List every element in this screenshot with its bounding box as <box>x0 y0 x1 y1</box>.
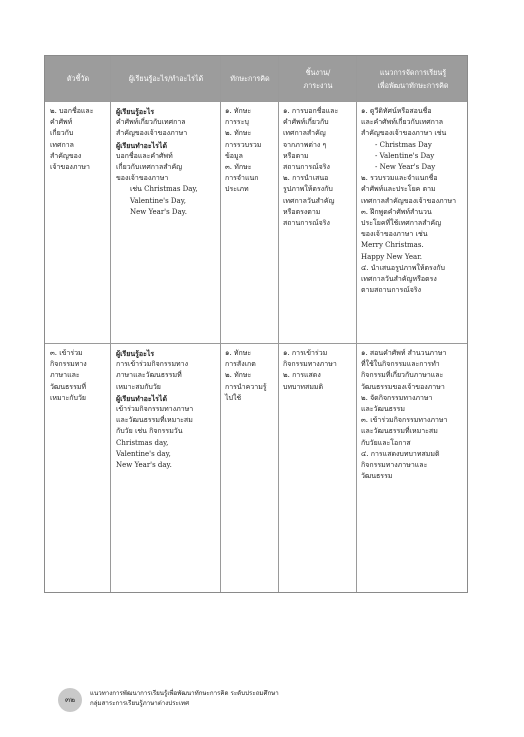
cell-line: ๑. การเข้าร่วม <box>283 349 328 357</box>
cell-line: เทศกาลสำคัญของเจ้าของภาษา <box>361 196 457 205</box>
cell-line: Valentine's Day, <box>130 196 186 205</box>
cell-line: วัฒนธรรมที่ <box>50 382 87 391</box>
curriculum-table <box>44 55 468 593</box>
cell-line: ผู้เรียนทำอะไรได้ <box>116 393 167 403</box>
cell-line: การรวบรวม <box>225 140 262 149</box>
cell-line: และวัฒนธรรมที่เหมาะสม <box>361 427 438 436</box>
cell-line: กิจกรรมทางภาษาและ <box>361 461 428 470</box>
cell-line: รูปภาพให้ตรงกับ <box>283 185 333 194</box>
column-divider <box>220 56 221 592</box>
cell-line: เหมาะกับวัย <box>50 393 87 402</box>
header-approach <box>357 56 469 101</box>
header-tasks <box>279 56 357 101</box>
cell-line: ๒. การแสดง <box>283 371 321 380</box>
cell-line: เหมาะสมกับวัย <box>116 382 161 391</box>
row1-indicator <box>50 106 108 173</box>
header-indicator <box>45 56 111 101</box>
cell-line: ที่ใช้ในกิจกรรมและการทำ <box>361 360 440 369</box>
row-divider <box>45 101 467 102</box>
cell-line: สำคัญของเจ้าของภาษา เช่น <box>361 129 447 138</box>
cell-line: ประเภท <box>225 185 249 194</box>
cell-line: ๔. การแสดงบทบาทสมมติ <box>361 449 440 458</box>
cell-line: ๓. เข้าร่วมกิจกรรมทางภาษา <box>361 416 448 425</box>
cell-line: เทศกาลวันสำคัญ <box>283 196 335 205</box>
row2-skills <box>225 348 277 404</box>
page-number: ๓๒ <box>58 688 82 712</box>
cell-line: เกี่ยวกับเทศกาลสำคัญ <box>116 163 183 172</box>
cell-line: ๑. ทักษะ <box>225 349 252 357</box>
row1-approach <box>361 106 467 296</box>
row2-tasks <box>283 348 355 393</box>
cell-line: กิจกรรมทาง <box>50 360 87 369</box>
column-divider <box>110 56 111 592</box>
cell-line: บอกชื่อและคำศัพท์ <box>116 151 173 160</box>
cell-line: ผู้เรียนรู้อะไร <box>116 349 155 358</box>
cell-line: จากภาพต่าง ๆ <box>283 140 327 149</box>
cell-line: วัฒนธรรมของเจ้าของภาษา <box>361 382 445 391</box>
column-divider <box>278 56 279 592</box>
row2-indicator <box>50 348 108 404</box>
cell-line: เข้าร่วมกิจกรรมทางภาษา <box>116 405 194 414</box>
cell-line: การจำแนก <box>225 174 259 183</box>
cell-line: กิจกรรมที่เกี่ยวกับภาษาและ <box>361 371 444 380</box>
cell-line: ๒. ทักษะ <box>225 129 252 138</box>
cell-line: เทศกาลสำคัญ <box>283 129 326 138</box>
cell-line: ๒. ทักษะ <box>225 371 252 380</box>
cell-line: สำคัญของเจ้าของภาษา <box>116 129 188 138</box>
cell-line: และวัฒนธรรมที่เหมาะสม <box>116 416 193 425</box>
cell-line: บทบาทสมมติ <box>283 382 324 391</box>
cell-line: กับวัยและโอกาส <box>361 438 411 447</box>
cell-line: ๓. ทักษะ <box>225 163 252 172</box>
cell-line: ของเจ้าของภาษา เช่น <box>361 230 428 239</box>
cell-line: เกี่ยวกับ <box>50 129 74 138</box>
cell-line: หรือตรงตาม <box>283 207 321 216</box>
page-footer <box>58 686 478 716</box>
footer-line-2: กลุ่มสาระการเรียนรู้ภาษาต่างประเทศ <box>90 700 189 707</box>
cell-line: ผู้เรียนรู้อะไร <box>116 107 155 116</box>
cell-line: ๑. สอนคำศัพท์ สำนวนภาษา <box>361 349 447 357</box>
cell-line: ๑. ทักษะ <box>225 107 252 115</box>
cell-line: เจ้าของภาษา <box>50 163 90 172</box>
cell-line: ๒. รวบรวมและจำแนกชื่อ <box>361 174 438 183</box>
row1-learn <box>116 106 218 218</box>
cell-line: Christmas day, <box>116 438 169 447</box>
cell-line: ๑. ดูวีดิทัศน์หรือสอนชื่อ <box>361 107 432 115</box>
cell-line: การสังเกต <box>225 360 256 369</box>
row1-tasks <box>283 106 355 229</box>
cell-line: ประโยคที่ใช้เทศกาลสำคัญ <box>361 219 442 228</box>
cell-line: การระบุ <box>225 118 249 127</box>
cell-line: คำศัพท์ <box>50 118 73 127</box>
footer-text <box>90 689 279 709</box>
footer-line-1: แนวทางการพัฒนาการเรียนรู้เพื่อพัฒนาทักษะการคิด ระดับประถมศึกษา <box>90 690 279 697</box>
row-divider <box>45 343 467 344</box>
cell-line: ๒. จัดกิจกรรมทางภาษา <box>361 393 433 402</box>
cell-line: ๑. การบอกชื่อและ <box>283 107 339 115</box>
header-skills <box>221 56 279 101</box>
column-divider <box>356 56 357 592</box>
cell-line: เทศกาลวันสำคัญหรือตรง <box>361 275 437 284</box>
cell-line: คำศัพท์เกี่ยวกับ <box>283 118 329 127</box>
cell-line: คำศัพท์เกี่ยวกับเทศกาล <box>116 118 186 127</box>
row2-learn <box>116 348 218 471</box>
cell-line: สถานการณ์จริง <box>283 163 330 172</box>
header-tasks-text: ชิ้นงาน/ ภาระงาน <box>303 67 333 90</box>
cell-line: และวัฒนธรรม <box>361 405 406 414</box>
cell-line: ภาษาและ <box>50 371 80 380</box>
cell-line: ข้อมูล <box>225 151 243 160</box>
cell-line: ๓. ฝึกพูดคำศัพท์สำนวน <box>361 207 432 216</box>
header-learn <box>111 56 221 101</box>
cell-line: ๔. นำเสนอรูปภาพให้ตรงกับ <box>361 263 445 272</box>
cell-line: ไปใช้ <box>225 393 242 402</box>
cell-line: ภาษาและวัฒนธรรมที่ <box>116 371 182 380</box>
cell-line: คำศัพท์และประโยค ตาม <box>361 185 436 194</box>
cell-line: และคำศัพท์เกี่ยวกับเทศกาล <box>361 118 444 127</box>
cell-line: เช่น Christmas Day, <box>130 185 198 194</box>
cell-line: กิจกรรมทางภาษา <box>283 360 337 369</box>
cell-line: เทศกาล <box>50 140 74 149</box>
cell-line: ของเจ้าของภาษา <box>116 174 169 183</box>
cell-line: ๓. เข้าร่วม <box>50 349 83 357</box>
cell-line: - Valentine's Day <box>375 151 435 160</box>
cell-line: ๒. การนำเสนอ <box>283 174 329 183</box>
cell-line: สถานการณ์จริง <box>283 219 330 228</box>
cell-line: - New Year's Day <box>375 163 436 172</box>
cell-line: การนำความรู้ <box>225 382 267 391</box>
cell-line: สำคัญของ <box>50 151 82 160</box>
cell-line: ผู้เรียนทำอะไรได้ <box>116 140 167 150</box>
cell-line: Happy New Year. <box>361 252 423 261</box>
header-indicator-text: ตัวชี้วัด <box>66 74 90 83</box>
header-approach-text: แนวการจัดการเรียนรู้ เพื่อพัฒนาทักษะการคิด <box>377 67 449 90</box>
cell-line: New Year's day. <box>116 461 172 470</box>
cell-line: การเข้าร่วมกิจกรรมทาง <box>116 360 189 369</box>
cell-line: กับวัย เช่น กิจกรรมวัน <box>116 427 183 436</box>
header-learn-text: ผู้เรียนรู้อะไร/ทำอะไรได้ <box>128 74 204 83</box>
cell-line: ๒. บอกชื่อและ <box>50 107 94 115</box>
row2-approach <box>361 348 467 482</box>
cell-line: หรือตาม <box>283 151 309 160</box>
header-skills-text: ทักษะการคิด <box>230 74 270 83</box>
cell-line: ตามสถานการณ์จริง <box>361 286 422 295</box>
cell-line: Valentine's day, <box>116 449 171 458</box>
cell-line: New Year's Day. <box>130 207 187 216</box>
cell-line: วัฒนธรรม <box>361 472 393 481</box>
cell-line: - Christmas Day <box>375 140 432 149</box>
cell-line: Merry Christmas. <box>361 241 424 250</box>
row1-skills <box>225 106 277 196</box>
